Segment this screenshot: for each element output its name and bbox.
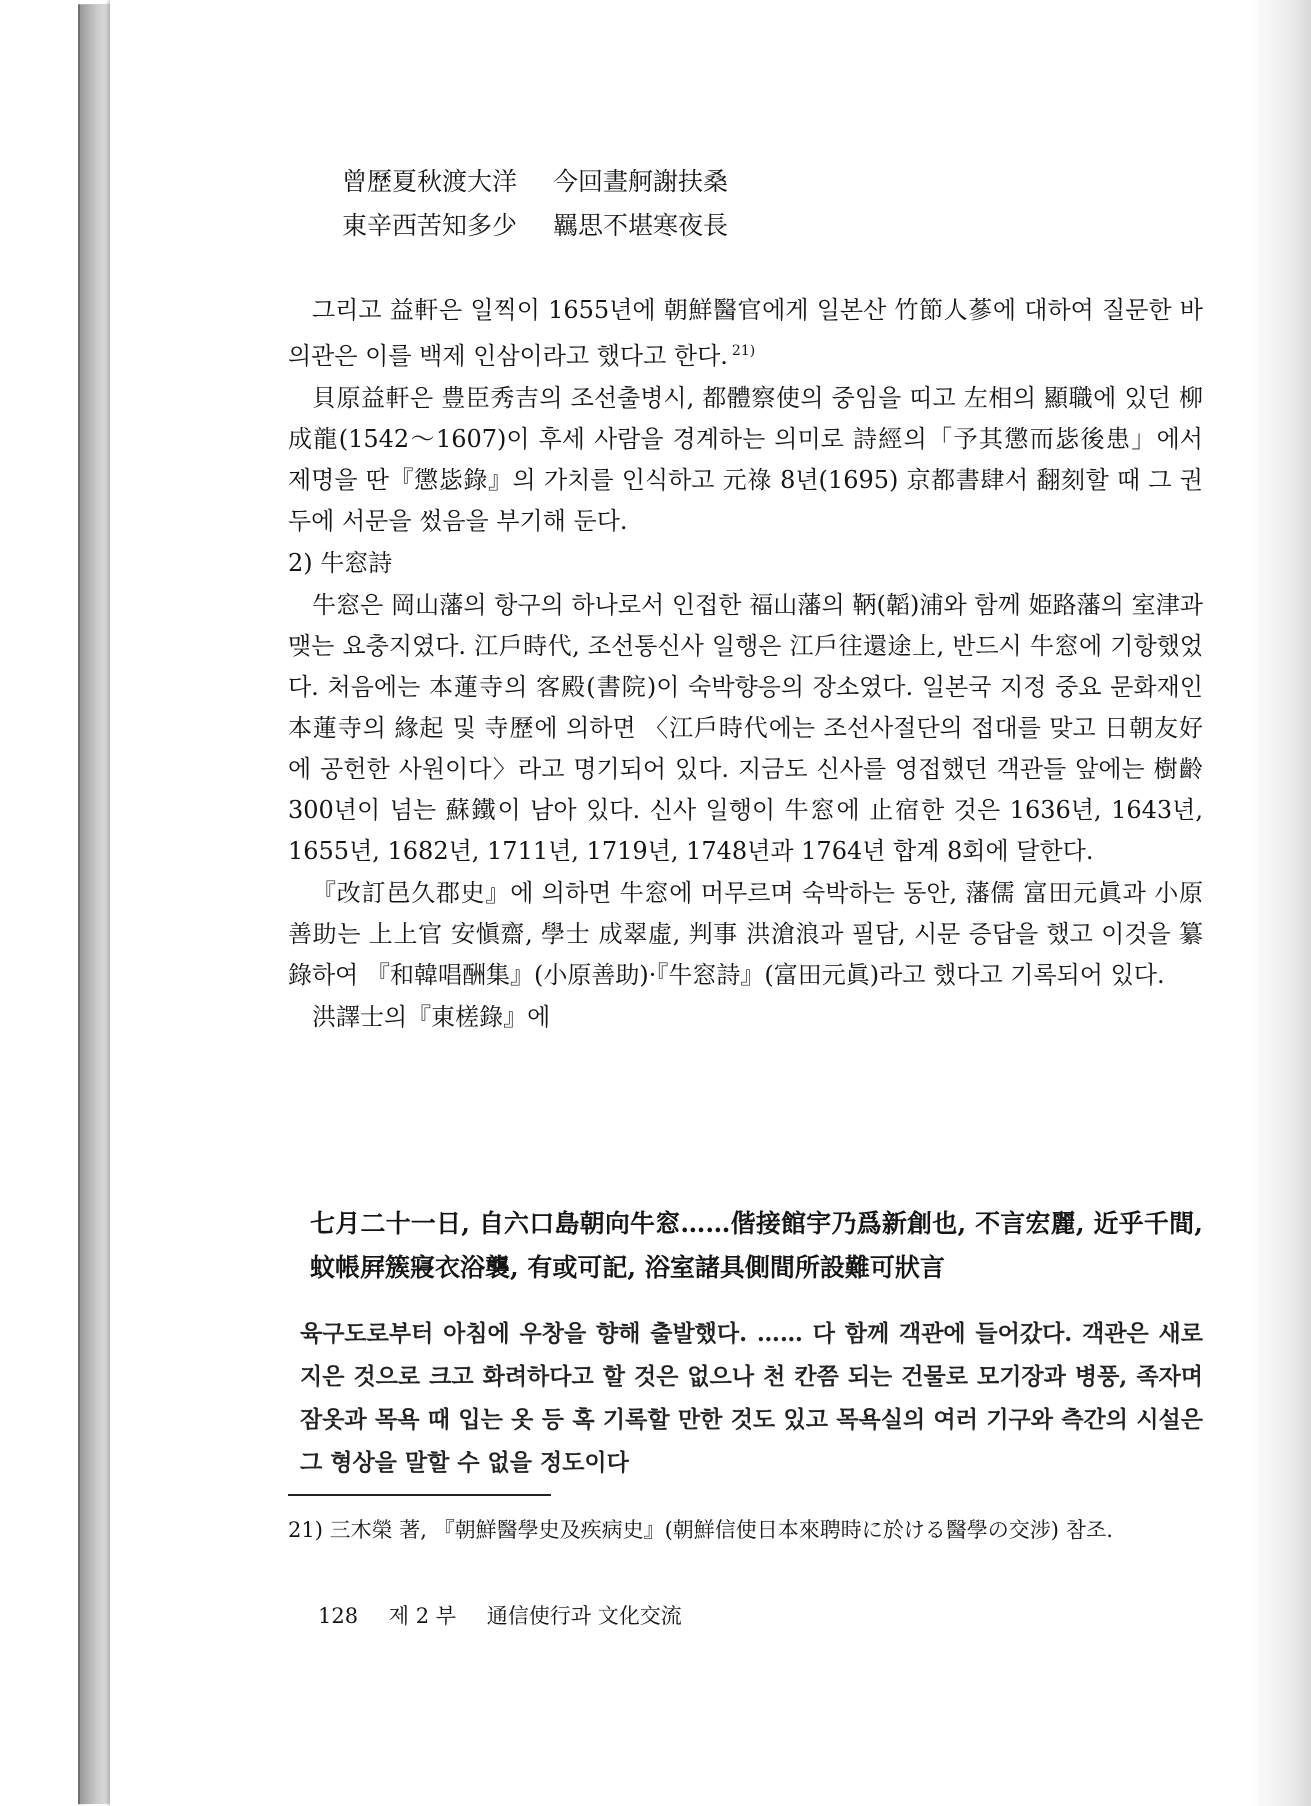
body-text-upper <box>288 290 1203 1039</box>
paragraph-5: 洪譯士의『東槎錄』에 <box>312 1003 551 1031</box>
footnote: 21) 三木榮 著, 『朝鮮醫學史及疾病史』(朝鮮信使日本來聘時に於ける醫學の交涉) 참조. <box>288 1518 1113 1542</box>
paragraph-3: 牛窓은 岡山藩의 항구의 하나로서 인접한 福山藩의 鞆(韜)浦와 함께 姫路藩의 室津과 맺는 요충지였다. 江戶時代, 조선통신사 일행은 江戶往還途上, 반드시 牛窓에 기항했었다. 처음에는 本蓮寺의 客殿(書院)이 숙박향응의 장소였다. 일본국 지정 중요 문화재인 本蓮寺의 緣起 및 寺歷에 의하면 〈江戶時代에는 조선사절단의 접대를 맞고 日朝友好에 공헌한 사원이다〉라고 명기되어 있다. 지금도 신사를 영접했던 객관들 앞에는 樹齡 300년이 넘는 蘇鐵이 남아 있다. 신사 일행이 牛窓에 止宿한 것은 1636년, 1643년, 1655년, 1682년, 1711년, 1719년, 1748년과 1764년 합계 8회에 달한다. <box>288 591 1203 865</box>
poem-line-2-first: 東辛西苦知多少 <box>342 211 518 240</box>
paragraph-4: 『改訂邑久郡史』에 의하면 牛窓에 머무르며 숙박하는 동안, 藩儒 富田元眞과 小原善助는 上上官 安愼齋, 學士 成翠虛, 判事 洪滄浪과 필담, 시문 증답을 했고 이것을 纂錄하여 『和韓唱酬集』(小原善助)·『牛窓詩』(富田元眞)라고 했다고 기록되어 있다. <box>288 879 1203 989</box>
page-footer <box>318 1600 706 1630</box>
paragraph-2: 貝原益軒은 豊臣秀吉의 조선출병시, 都體察使의 중임을 띠고 左相의 顯職에 있던 柳成龍(1542～1607)이 후세 사람을 경계하는 의미로 詩經의「予其懲而毖後患」에서 제명을 딴『懲毖錄』의 가치를 인식하고 元祿 8년(1695) 京都書肆서 翻刻할 때 그 권두에 서문을 썼음을 부기해 둔다. <box>288 384 1203 535</box>
footer-part: 제 2 부 <box>388 1604 457 1628</box>
page-shadow <box>1251 0 1311 1806</box>
poem-line-1-second: 今回晝舸謝扶桑 <box>553 167 729 196</box>
footnote-divider <box>288 1494 551 1496</box>
footnote-ref: 21) <box>731 343 756 359</box>
page-number: 128 <box>318 1604 359 1628</box>
poem-line-2-second: 羈思不堪寒夜長 <box>553 211 729 240</box>
paragraph-1 <box>288 290 1203 377</box>
paragraph-1-text: 그리고 益軒은 일찍이 1655년에 朝鮮醫官에게 일본산 竹節人蔘에 대하여 질문한 바 의관은 이를 백제 인삼이라고 했다고 한다. <box>288 296 1203 370</box>
quote-translation: 육구도로부터 아침에 우창을 향해 출발했다. …… 다 함께 객관에 들어갔다. 객관은 새로 지은 것으로 크고 화려하다고 할 것은 없으나 천 칸쯤 되는 건물로 모기장과 병풍, 족자며 잠옷과 목욕 때 입는 옷 등 혹 기록할 만한 것도 있고 목욕실의 여러 기구와 측간의 시설은 그 형상을 말할 수 없을 정도이다 <box>300 1320 1203 1476</box>
footer-title: 通信使行과 文化交流 <box>486 1604 682 1628</box>
section-heading: 2) 牛窓詩 <box>288 549 393 577</box>
poem-block <box>232 160 1252 248</box>
quote-original: 七月二十一日, 自六口島朝向牛窓……偕接館宇乃爲新創也, 不言宏麗, 近乎千間, 蚊帳屛簇寢衣浴襲, 有或可記, 浴室諸具側間所設難可狀言 <box>310 1209 1203 1282</box>
poem-line-1-first: 曾歷夏秋渡大洋 <box>342 167 518 196</box>
poem-line-2 <box>342 204 1252 248</box>
poem-line-1 <box>342 160 1252 204</box>
